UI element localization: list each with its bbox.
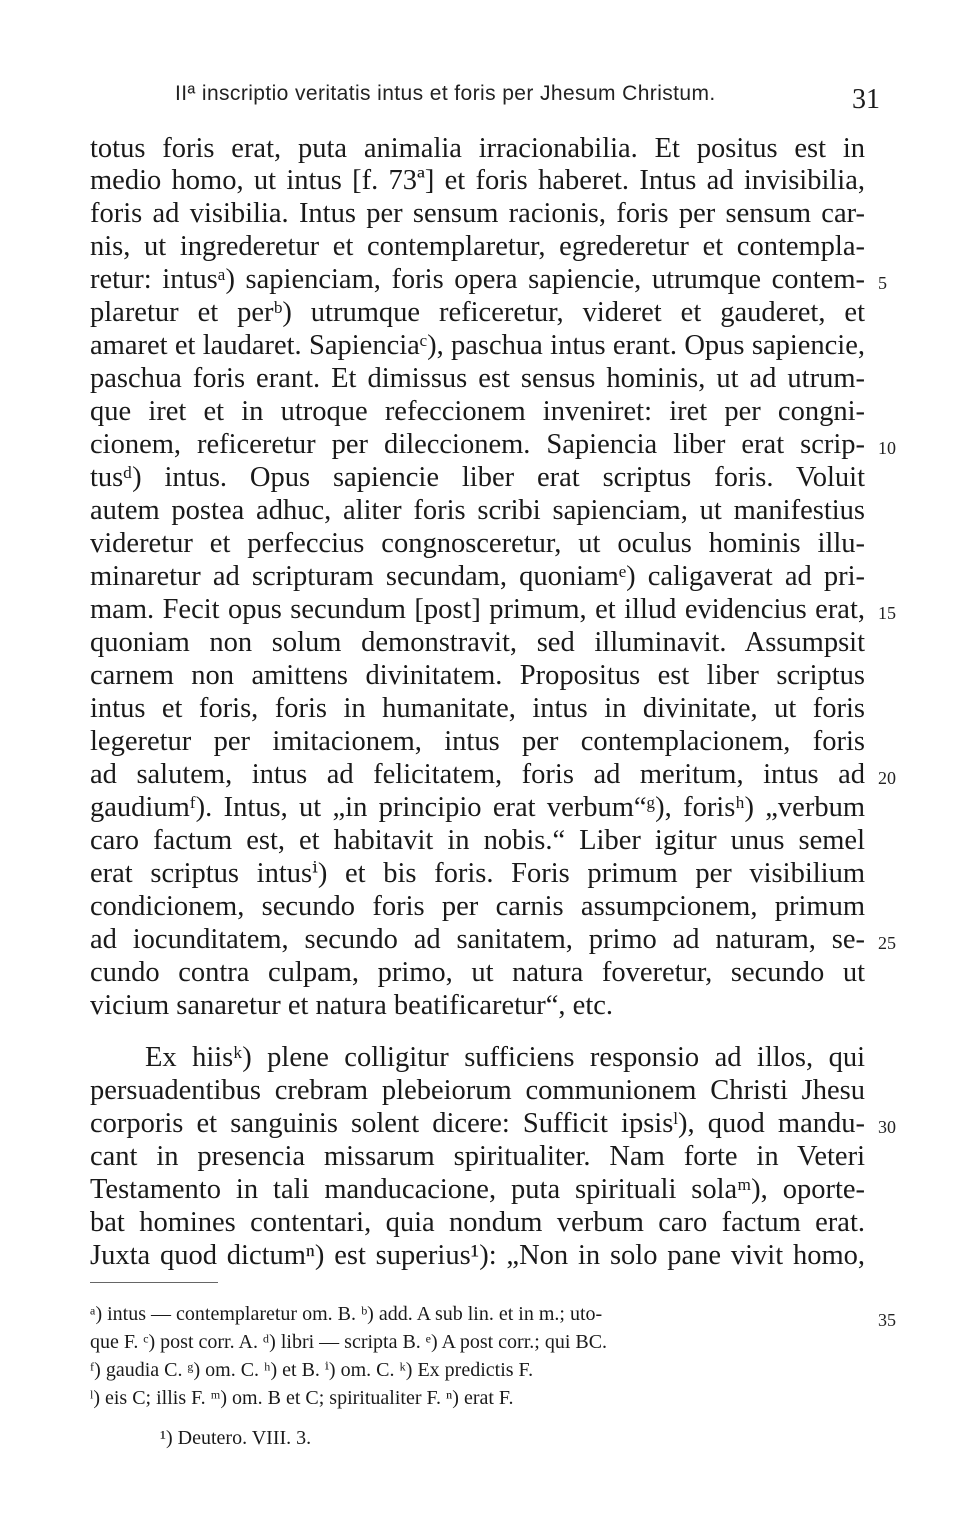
text-line: paschua foris erant. Et dimissus est sensus hominis, ut ad utrum- xyxy=(90,363,865,394)
line-number: 30 xyxy=(878,1117,896,1137)
text-line: foris ad visibilia. Intus per sensum racionis, foris per sensum car- xyxy=(90,198,865,229)
text-line: tusᵈ) intus. Opus sapiencie liber erat scriptus foris. Voluit xyxy=(90,462,865,493)
text-line: caro factum est, et habitavit in nobis.“ Liber igitur unus semel xyxy=(90,825,865,856)
text-line: ad iocunditatem, secundo ad sanitatem, primo ad naturam, se- xyxy=(90,924,865,955)
line-number: 5 xyxy=(878,273,887,293)
line-number: 25 xyxy=(878,933,896,953)
text-line: legeretur per imitacionem, intus per contemplacionem, foris xyxy=(90,726,865,757)
text-line: totus foris erat, puta animalia irracionabilia. Et positus est in xyxy=(90,133,865,164)
text-line: vicium sanaretur et natura beatificaretur“, etc. xyxy=(90,990,614,1021)
line-number: 15 xyxy=(878,603,896,623)
line-number: 35 xyxy=(878,1310,896,1330)
footnote-line: que F. ᶜ) post corr. A. ᵈ) libri — scripta B. ᵉ) A post corr.; qui BC. xyxy=(90,1331,608,1353)
line-number: 20 xyxy=(878,768,896,788)
footnote-line: ¹) Deutero. VIII. 3. xyxy=(160,1427,312,1449)
text-line: condicionem, secundo foris per carnis assumpcionem, primum xyxy=(90,891,865,922)
text-line: autem postea adhuc, aliter foris scribi sapienciam, ut manifestius xyxy=(90,495,865,526)
text-line: corporis et sanguinis solent dicere: Sufficit ipsisˡ), quod mandu- xyxy=(90,1108,865,1139)
line-number: 10 xyxy=(878,438,896,458)
text-line: persuadentibus crebram plebeiorum communionem Christi Jhesu xyxy=(90,1075,865,1106)
text-line: amaret et laudaret. Sapienciaᶜ), paschua intus erant. Opus sapiencie, xyxy=(90,330,865,361)
text-line: mam. Fecit opus secundum [post] primum, et illud evidencius erat, xyxy=(90,594,865,625)
text-line: Testamento in tali manducacione, puta spirituali solaᵐ), oporte- xyxy=(90,1174,865,1205)
text-line: bat homines contentari, quia nondum verbum caro factum erat. xyxy=(90,1207,865,1238)
text-line: Ex hiisᵏ) plene colligitur sufficiens responsio ad illos, qui xyxy=(145,1042,865,1073)
text-line: plaretur et perᵇ) utrumque reficeretur, videret et gauderet, et xyxy=(90,297,865,328)
footnote-line: ᵃ) intus — contemplaretur om. B. ᵇ) add. A sub lin. et in m.; uto- xyxy=(90,1303,603,1325)
text-line: cant in presencia missarum spiritualiter. Nam forte in Veteri xyxy=(90,1141,865,1172)
footnote-line: ᶠ) gaudia C. ᵍ) om. C. ʰ) et B. ⁱ) om. C. ᵏ) Ex predictis F. xyxy=(90,1359,534,1381)
text-line: quoniam non solum demonstravit, sed illuminavit. Assumpsit xyxy=(90,627,865,658)
text-line: que iret et in utroque refeccionem inveniret: iret per congni- xyxy=(90,396,865,427)
text-line: medio homo, ut intus [f. 73ª] et foris haberet. Intus ad invisibilia, xyxy=(90,165,865,196)
running-title: IIª inscriptio veritatis intus et foris per Jhesum Christum. xyxy=(175,82,716,105)
text-line: erat scriptus intusⁱ) et bis foris. Foris primum per visibilium xyxy=(90,858,865,889)
text-line: videretur et perfeccius congnosceretur, ut oculus hominis illu- xyxy=(90,528,865,559)
footnote-line: ˡ) eis C; illis F. ᵐ) om. B et C; spiritualiter F. ⁿ) erat F. xyxy=(90,1387,514,1409)
text-line: retur: intusᵃ) sapienciam, foris opera sapiencie, utrumque contem- xyxy=(90,264,865,295)
text-line: ad salutem, intus ad felicitatem, foris ad meritum, intus ad xyxy=(90,759,865,790)
page-number: 31 xyxy=(852,84,880,115)
footnote-divider xyxy=(90,1282,218,1283)
text-line: gaudiumᶠ). Intus, ut „in principio erat verbum“ᵍ), forisʰ) „verbum xyxy=(90,792,865,823)
text-line: minaretur ad scripturam secundam, quoniamᵉ) caligaverat ad pri- xyxy=(90,561,865,592)
text-line: nis, ut ingrederetur et contemplaretur, egrederetur et contempla- xyxy=(90,231,865,262)
text-line: cionem, reficeretur per dileccionem. Sapiencia liber erat scrip- xyxy=(90,429,865,460)
text-line: cundo contra culpam, primo, ut natura foveretur, secundo ut xyxy=(90,957,865,988)
text-line: intus et foris, foris in humanitate, intus in divinitate, ut foris xyxy=(90,693,865,724)
running-header xyxy=(175,82,880,118)
text-line: carnem non amittens divinitatem. Propositus est liber scriptus xyxy=(90,660,865,691)
text-line: Juxta quod dictumⁿ) est superius¹): „Non in solo pane vivit homo, xyxy=(90,1240,865,1271)
